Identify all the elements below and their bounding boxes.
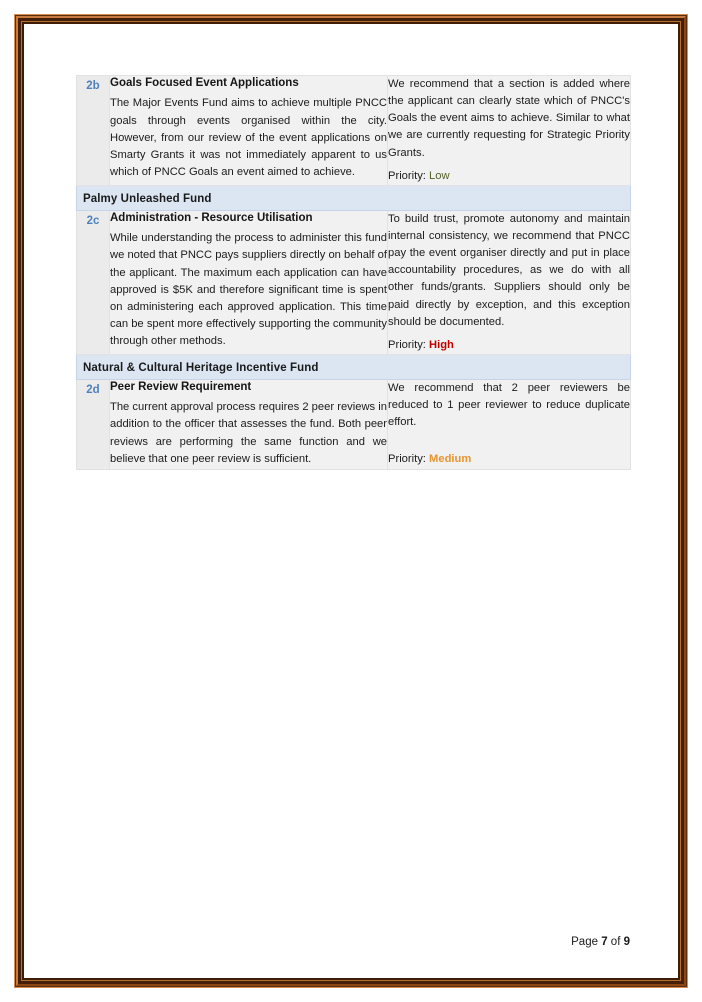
finding-text: The Major Events Fund aims to achieve multiple PNCC goals through events organised within the city. However, from our review of the event applications on Smarty Grants it was not immediately apparent to us which of PNCC Goals an event aimed to achieve. (110, 97, 387, 178)
finding-id: 2c (86, 214, 100, 227)
table-row (77, 210, 631, 354)
table-row (77, 76, 631, 186)
finding-id: 2b (86, 80, 100, 92)
finding-cell (110, 76, 388, 186)
audit-findings-table (76, 75, 631, 470)
status-badge: Medium (429, 453, 472, 466)
recommendation-cell (388, 210, 631, 354)
footer-page-word: Page (571, 936, 598, 948)
finding-id-cell (77, 210, 110, 354)
priority-label: Priority: (388, 453, 426, 466)
priority-line (388, 168, 630, 185)
table-row (77, 379, 631, 469)
finding-text: While understanding the process to administer this fund we noted that PNCC pays suppliers directly on behalf of the applicant. The maximum each application can have approved is $5K and therefore significant time is spent on administering each approved application. This time can be spent more effectively supporting the community through other methods. (110, 232, 387, 348)
fund-section-header (77, 185, 631, 210)
footer-of-word: of (610, 936, 621, 948)
recommendation-text: We recommend that 2 peer reviewers be reduced to 1 peer reviewer to reduce duplicate effort. (388, 381, 630, 429)
finding-heading: Peer Review Requirement (110, 380, 252, 393)
finding-heading: Goals Focused Event Applications (110, 77, 299, 89)
finding-id: 2d (86, 383, 100, 396)
spacer (388, 431, 630, 445)
table-row (77, 354, 631, 379)
priority-label: Priority: (388, 338, 426, 351)
table-row (77, 185, 631, 210)
finding-cell (110, 379, 388, 469)
recommendation-text: To build trust, promote autonomy and maintain internal consistency, we recommend that PNCC pay the event organiser directly and put in place accountability procedures, as we do with all other funds/grants. Suppliers should only be paid directly by exception, and this exception should be documented. (388, 212, 630, 328)
finding-id-cell (77, 379, 110, 469)
recommendation-cell (388, 76, 631, 186)
finding-text: The current approval process requires 2 peer reviews in addition to the officer that assesses the fund. Both peer reviews are performing the same function and we believe that one peer review is sufficient. (110, 401, 387, 465)
footer-total-pages: 9 (623, 936, 630, 948)
status-badge: High (429, 338, 454, 351)
recommendation-cell (388, 379, 631, 469)
finding-heading: Administration - Resource Utilisation (110, 211, 313, 224)
findings-table-body (77, 76, 631, 470)
fund-section-title: Natural & Cultural Heritage Incentive Fund (83, 361, 319, 374)
finding-cell (110, 210, 388, 354)
page-footer (0, 936, 630, 948)
priority-line (388, 451, 630, 468)
status-badge: Low (429, 169, 450, 182)
finding-id-cell (77, 76, 110, 186)
priority-line (388, 337, 630, 354)
priority-label: Priority: (388, 169, 426, 182)
footer-current-page: 7 (601, 936, 608, 948)
document-body (76, 75, 630, 470)
fund-section-title: Palmy Unleashed Fund (83, 192, 212, 205)
fund-section-header (77, 354, 631, 379)
recommendation-text: We recommend that a section is added where the applicant can clearly state which of PNCC's Goals the event aims to achieve. Similar to what we are currently requesting for Strategic Priority Grants. (388, 78, 630, 159)
